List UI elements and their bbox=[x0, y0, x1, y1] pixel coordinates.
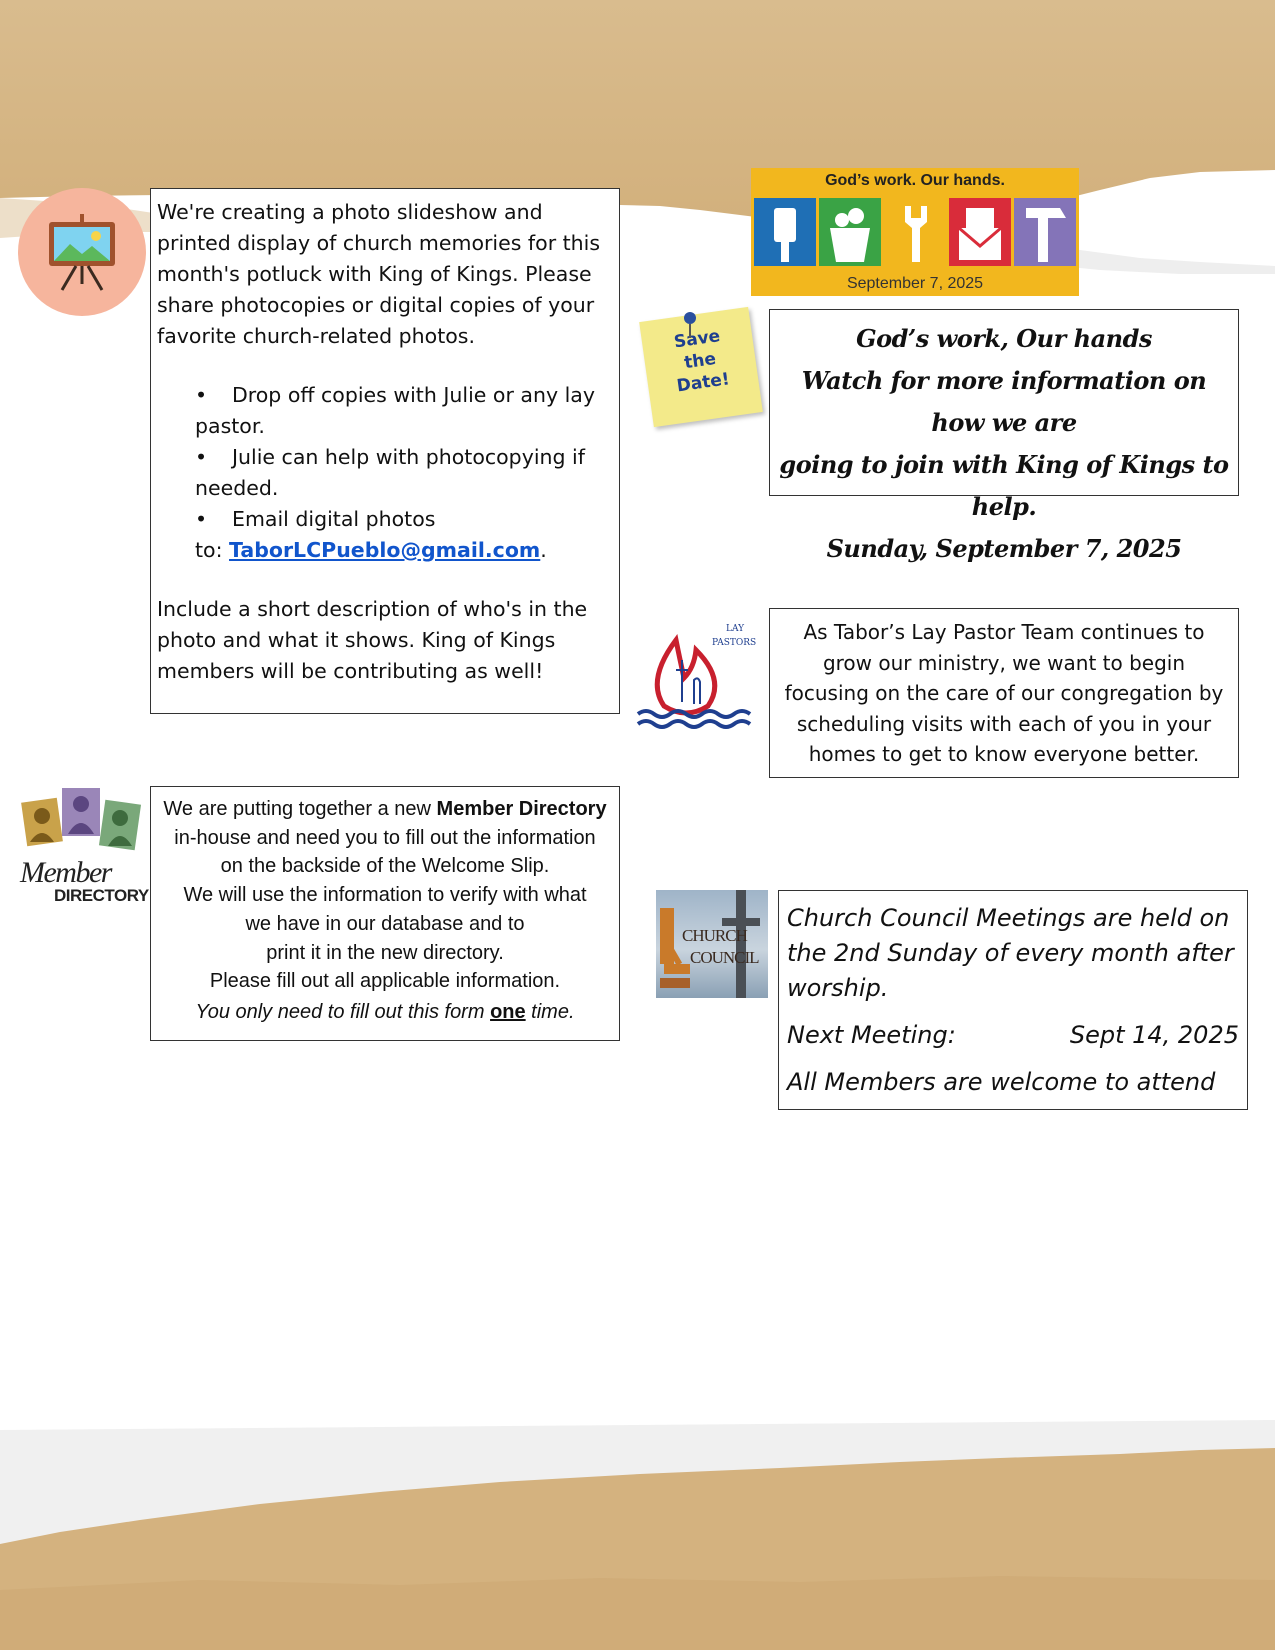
logo-word-directory: DIRECTORY bbox=[54, 886, 149, 905]
list-item: • Drop off copies with Julie or any lay pastor. bbox=[195, 380, 611, 442]
lay-pastors-notice bbox=[769, 608, 1239, 778]
directory-line: on the backside of the Welcome Slip. bbox=[220, 855, 550, 878]
next-meeting-date: Sept 14, 2025 bbox=[1069, 1021, 1239, 1049]
email-link[interactable]: TaborLCPueblo@gmail.com bbox=[229, 538, 541, 562]
directory-line: print it in the new directory. bbox=[266, 941, 504, 964]
save-the-date-note bbox=[639, 307, 763, 427]
member-directory-notice bbox=[150, 786, 620, 1041]
directory-line: we have in our database and to bbox=[245, 912, 525, 935]
directory-note: You only need to fill out this form one time. bbox=[195, 1000, 575, 1023]
lay-pastors-logo bbox=[636, 620, 762, 730]
banner-title: God’s work. Our hands. bbox=[825, 172, 1005, 189]
lay-pastors-text: As Tabor’s Lay Pastor Team continues to grow our ministry, we want to begin focusing on the care of our congregation by scheduling visits with each of you in your homes to get to know everyone better. bbox=[784, 620, 1224, 766]
directory-line: We will use the information to verify with what bbox=[183, 884, 587, 907]
save-line: going to join with King of Kings to help. bbox=[779, 450, 1229, 521]
photo-closing: Include a short description of who's in the photo and what it shows. King of Kings members will be contributing as well! bbox=[157, 597, 588, 683]
bottom-brush-background bbox=[0, 1420, 1275, 1650]
note-line: the bbox=[683, 348, 718, 374]
next-meeting-row bbox=[787, 1018, 1239, 1053]
banner-date: September 7, 2025 bbox=[846, 275, 984, 292]
directory-line: in-house and need you to fill out the information bbox=[174, 826, 596, 849]
council-text: Church Council Meetings are held on the 2nd Sunday of every month after worship. bbox=[787, 904, 1234, 1002]
list-item: • Julie can help with photocopying if needed. bbox=[195, 442, 611, 504]
logo-text-council: COUNCIL bbox=[690, 948, 759, 967]
save-line: God’s work, Our hands bbox=[856, 324, 1152, 353]
photo-intro: We're creating a photo slideshow and printed display of church memories for this month's potluck with King of Kings. Please share photocopies or digital copies of your favorite church-related photos. bbox=[157, 200, 601, 348]
gods-work-banner bbox=[751, 168, 1079, 296]
photo-slideshow-notice bbox=[150, 188, 620, 714]
next-meeting-label: Next Meeting: bbox=[787, 1021, 956, 1049]
church-council-notice bbox=[778, 890, 1248, 1110]
directory-line: Please fill out all applicable information. bbox=[209, 970, 561, 993]
save-the-date-notice bbox=[769, 309, 1239, 563]
council-welcome: All Members are welcome to attend bbox=[787, 1068, 1216, 1096]
save-line: Sunday, September 7, 2025 bbox=[826, 534, 1182, 563]
list-item: • Email digital photos to: TaborLCPueblo@gmail.com. bbox=[195, 504, 611, 566]
easel-picture-icon bbox=[18, 188, 146, 316]
banner-tiles bbox=[754, 198, 1076, 266]
member-directory-logo bbox=[18, 786, 149, 906]
note-line: Date! bbox=[675, 369, 731, 397]
family-photos-icon bbox=[18, 786, 143, 866]
logo-text-lay: LAY bbox=[726, 624, 745, 634]
logo-text-pastors: PASTORS bbox=[712, 638, 757, 648]
logo-text-church: CHURCH bbox=[682, 926, 747, 945]
flame-cross-icon bbox=[636, 620, 762, 730]
logo-word-member: Member bbox=[20, 856, 111, 889]
church-council-logo bbox=[656, 890, 768, 998]
pushpin-icon bbox=[680, 310, 700, 340]
photo-instructions-list bbox=[157, 380, 611, 566]
save-line: Watch for more information on how we are bbox=[801, 366, 1207, 437]
note-line: Save bbox=[672, 326, 722, 353]
directory-line: We are putting together a new Member Directory bbox=[163, 798, 607, 820]
